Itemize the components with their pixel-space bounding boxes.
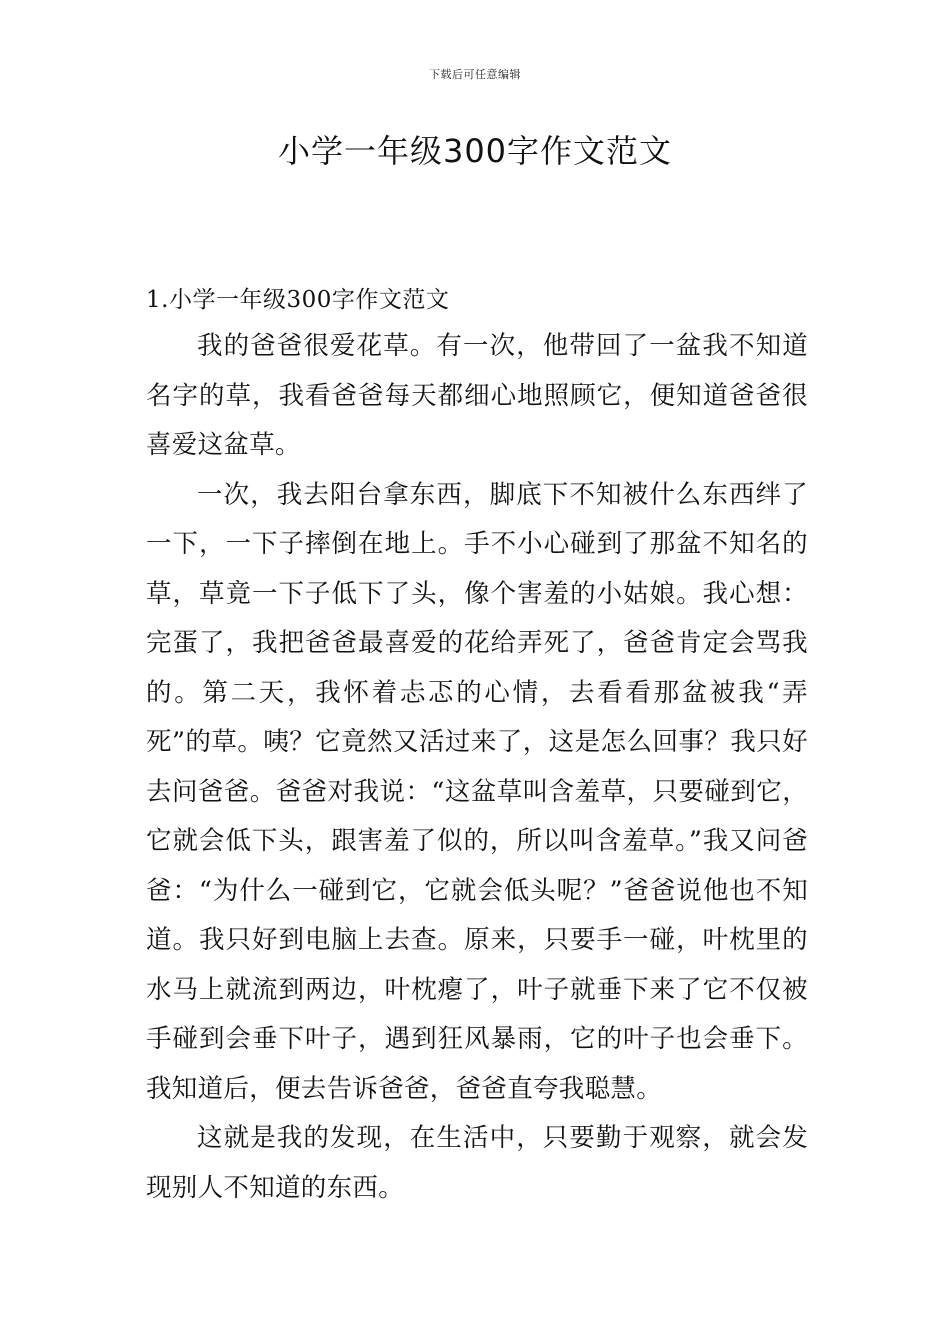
header-note: 下载后可任意编辑 (429, 68, 521, 81)
paragraph-3: 这就是我的发现，在生活中，只要勤于观察，就会发现别人不知道的东西。 (146, 1123, 808, 1203)
paragraph-1: 我的爸爸很爱花草。有一次，他带回了一盆我不知道名字的草，我看爸爸每天都细心地照顾它，便知道爸爸很喜爱这盆草。 (146, 331, 808, 460)
document-title: 小学一年级300字作文范文 (277, 132, 673, 170)
paragraph-2: 一次，我去阳台拿东西，脚底下不知被什么东西绊了一下，一下子摔倒在地上。手不小心碰到了那盆不知名的草，草竟一下子低下了头，像个害羞的小姑娘。我心想：完蛋了，我把爸爸最喜爱的花给弄死了，爸爸肯定会骂我的。第二天，我怀着忐忑的心情，去看看那盆被我“弄死”的草。咦？它竟然又活过来了，这是怎么回事？我只好去问爸爸。爸爸对我说：“这盆草叫含羞草，只要碰到它，它就会低下头，跟害羞了似的，所以叫含羞草。”我又问爸爸：“为什么一碰到它，它就会低头呢？”爸爸说他也不知道。我只好到电脑上去查。原来，只要手一碰，叶枕里的水马上就流到两边，叶枕瘪了，叶子就垂下来了它不仅被手碰到会垂下叶子，遇到狂风暴雨，它的叶子也会垂下。我知道后，便去告诉爸爸，爸爸直夸我聪慧。 (146, 479, 808, 1104)
section-heading: 1.小学一年级300字作文范文 (146, 287, 450, 313)
document-body (146, 280, 808, 1213)
